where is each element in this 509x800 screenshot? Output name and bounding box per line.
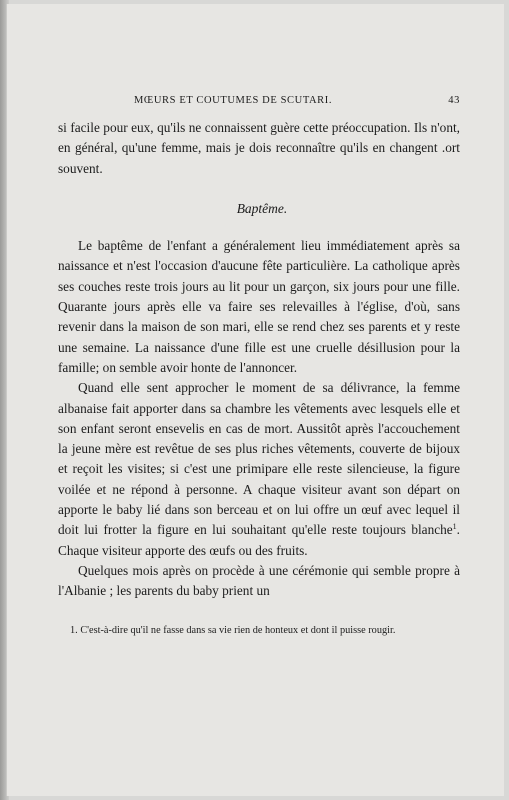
footnote-number: 1. (70, 625, 78, 636)
paragraph-delivrance (58, 378, 460, 561)
paragraph-bapteme: Le baptême de l'enfant a généralement lieu immédiatement après sa naissance et n'est l'occasion d'aucune fête particulière. La catholique après ses couches reste trois jours au lit pour un garçon, six jours pour une fille. Quarante jours après elle va faire ses relevailles à l'église, d'où, sans revenir dans la maison de son mari, elle se rend chez ses parents et y reste une semaine. La naissance d'une fille est une cruelle désillusion pour la famille; on semble avoir honte de l'annoncer. (58, 238, 460, 375)
paragraph-delivrance-text: Quand elle sent approcher le moment de sa délivrance, la femme albanaise fait apporter dans sa chambre les vêtements avec lesquels elle et son enfant seront ensevelis en cas de mort. Aussitôt après l'accouchement la jeune mère est revêtue de ses plus riches vêtements, couverte de bijoux et reçoit les visites; si c'est une primipare elle reste silencieuse, la figure voilée et ne répond à personne. A chaque visiteur avant son départ on apporte le baby lié dans son berceau et on lui offre un œuf avec lequel il doit lui frotter la figure en lui souhaitant qu'elle reste toujours blanche (58, 380, 460, 538)
paragraph-ceremonie: Quelques mois après on procède à une cérémonie qui semble propre à l'Albanie ; les parents du baby prient un (58, 562, 460, 599)
paragraph-continuation: si facile pour eux, qu'ils ne connaissent guère cette préoccupation. Ils n'ont, en général, qu'une femme, mais je dois reconnaître qu'ils en changent .ort souvent. (58, 120, 460, 176)
footnote-reference: 1 (452, 522, 457, 532)
paragraph-delivrance-end: . Chaque visiteur apporte des œufs ou des fruits. (58, 522, 460, 558)
page-number: 43 (448, 95, 460, 106)
footnote-text: C'est-à-dire qu'il ne fasse dans sa vie rien de honteux et dont il puisse rougir. (80, 625, 396, 636)
section-title: Baptême. (236, 200, 288, 216)
footnote (58, 623, 460, 638)
running-title: MŒURS ET COUTUMES DE SCUTARI. (134, 95, 333, 106)
body-text (58, 118, 460, 602)
